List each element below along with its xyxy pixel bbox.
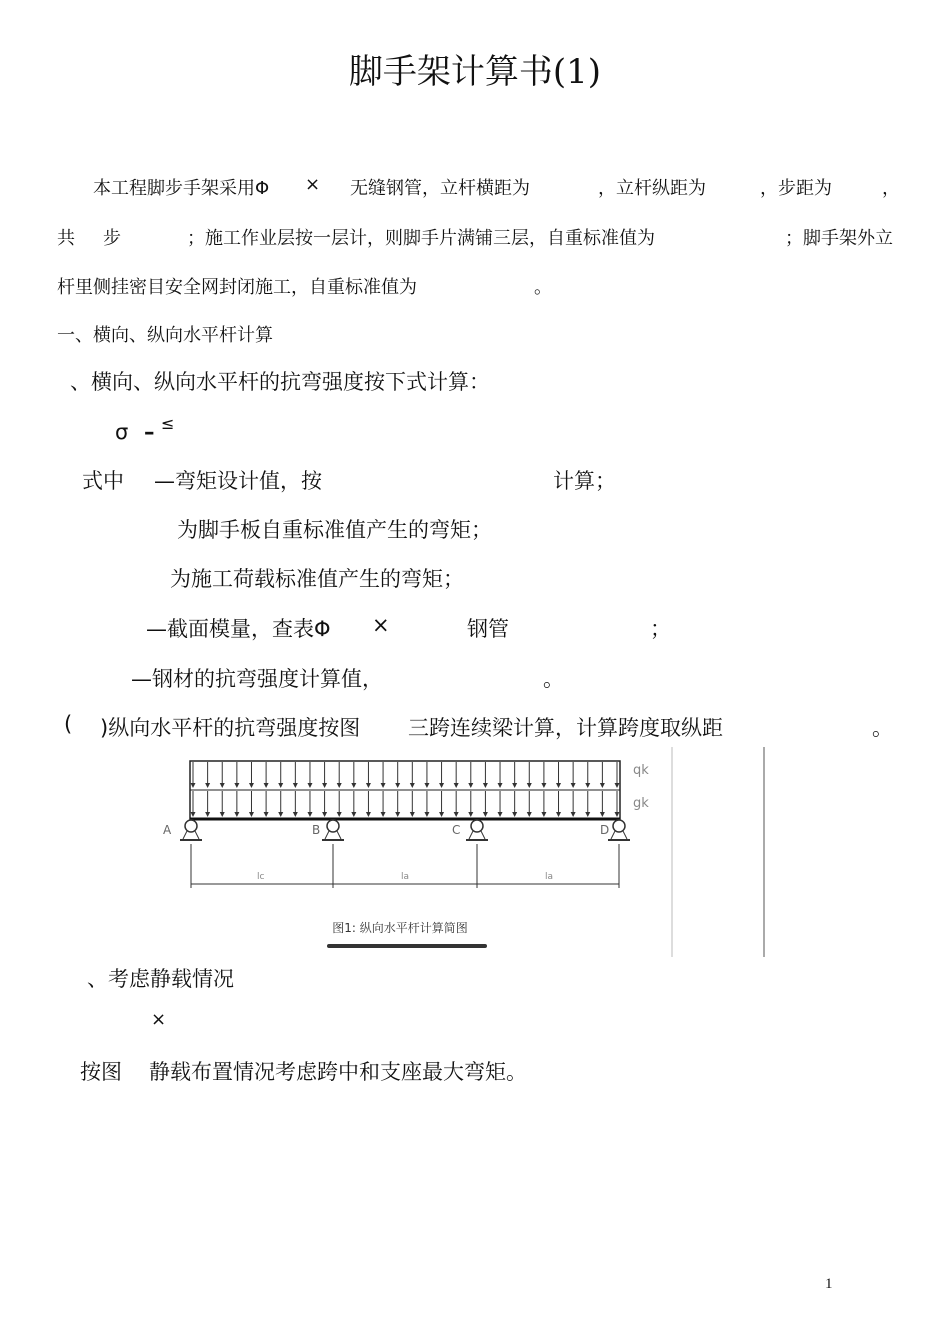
load-arrow-head	[293, 783, 298, 788]
figure-caption: 图1: 纵向水平杆计算简图	[332, 921, 468, 935]
load-arrow-head	[585, 812, 590, 817]
support-label: B	[312, 823, 321, 837]
support-b	[322, 820, 344, 840]
load-arrow-head	[205, 812, 210, 817]
load-arrow-head	[556, 783, 561, 788]
formula-sigma: σ	[115, 420, 129, 444]
load-arrow-head	[264, 812, 269, 817]
load-arrow-head	[512, 783, 517, 788]
load-arrow-head	[234, 783, 239, 788]
para-text: )纵向水平杆的抗弯强度按图	[100, 716, 361, 740]
para-text: 三跨连续梁计算，计算跨度取纵距	[408, 716, 723, 740]
where-text: —钢材的抗弯强度计算值，	[131, 667, 383, 691]
intro-text: ；脚手架外立	[785, 228, 893, 249]
load-arrow-head	[191, 812, 196, 817]
page-title: 脚手架计算书(1)	[348, 52, 602, 92]
load-arrow-head	[454, 812, 459, 817]
load-arrow-head	[249, 783, 254, 788]
intro-text: 共	[57, 228, 75, 249]
load-arrow-head	[220, 812, 225, 817]
where-text: ×	[372, 613, 390, 637]
load-arrow-head	[322, 783, 327, 788]
where-text: 计算；	[553, 469, 616, 493]
subsection-heading: 、考虑静载情况	[87, 967, 234, 991]
beam-diagram	[155, 747, 767, 959]
where-text: 为脚手板自重标准值产生的弯矩；	[177, 518, 492, 542]
formula-le: ≤	[161, 414, 175, 433]
para-text: 按图	[80, 1060, 122, 1084]
intro-text: 步	[103, 228, 121, 249]
caption-underline	[327, 944, 487, 948]
span-label: la	[545, 872, 554, 882]
support-label: A	[163, 823, 172, 837]
para-text: 静载布置情况考虑跨中和支座最大弯矩。	[149, 1060, 527, 1084]
intro-text: ×	[305, 174, 321, 195]
where-text: 为施工荷载标准值产生的弯矩；	[170, 567, 464, 591]
load-arrow-head	[307, 783, 312, 788]
load-arrow-head	[483, 783, 488, 788]
load-arrow-head	[600, 812, 605, 817]
para-text: 。	[872, 716, 893, 740]
support-c	[466, 820, 488, 840]
load-arrow-head	[234, 812, 239, 817]
load-arrow-head	[571, 783, 576, 788]
support-a	[180, 820, 202, 840]
load-arrow-head	[541, 812, 546, 817]
load-arrow-head	[541, 783, 546, 788]
where-text: —截面模量，查表Φ	[146, 617, 331, 641]
intro-text: 。	[534, 277, 552, 298]
load-arrow-head	[424, 783, 429, 788]
load-arrow-head	[585, 783, 590, 788]
section-heading: 一、横向、纵向水平杆计算	[57, 325, 273, 346]
load-arrow-head	[293, 812, 298, 817]
load-arrow-head	[498, 783, 503, 788]
page-number: 1	[825, 1276, 833, 1292]
load-arrow-head	[366, 783, 371, 788]
load-arrow-head	[351, 783, 356, 788]
load-arrow-head	[205, 783, 210, 788]
load-arrow-head	[249, 812, 254, 817]
where-text: 。	[543, 667, 564, 691]
load-arrow-head	[527, 812, 532, 817]
load-arrow-head	[439, 783, 444, 788]
load-arrow-head	[366, 812, 371, 817]
span-label: la	[401, 872, 410, 882]
load-arrow-head	[468, 783, 473, 788]
intro-text: 杆里侧挂密目安全网封闭施工，自重标准值为	[57, 277, 417, 298]
where-text: 钢管	[467, 617, 509, 641]
load-arrow-head	[337, 812, 342, 817]
load-arrow-head	[191, 783, 196, 788]
load-arrow-head	[322, 812, 327, 817]
load-arrow-head	[483, 812, 488, 817]
subsection-heading: 、横向、纵向水平杆的抗弯强度按下式计算：	[70, 370, 490, 394]
intro-text: ；施工作业层按一层计，则脚手片满铺三层，自重标准值为	[187, 228, 655, 249]
load-arrow-head	[615, 812, 620, 817]
intro-text: 无缝钢管，立杆横距为	[350, 178, 530, 199]
load-arrow-head	[381, 812, 386, 817]
load-arrow-head	[615, 783, 620, 788]
load-arrow-head	[410, 812, 415, 817]
where-text: ；	[650, 617, 671, 641]
load-arrow-head	[307, 812, 312, 817]
load-arrow-head	[571, 812, 576, 817]
load-label: gk	[633, 796, 649, 811]
load-arrow-head	[395, 812, 400, 817]
intro-text: ，步距为	[760, 178, 832, 199]
load-arrow-head	[264, 783, 269, 788]
load-arrow-head	[468, 812, 473, 817]
load-arrow-head	[220, 783, 225, 788]
load-arrow-head	[498, 812, 503, 817]
intro-text: 本工程脚步手架采用Φ	[93, 178, 270, 199]
intro-text: ，	[882, 178, 900, 199]
support-label: D	[600, 823, 610, 837]
load-arrow-head	[337, 783, 342, 788]
load-arrow-head	[278, 783, 283, 788]
where-text: —弯矩设计值，按	[154, 469, 322, 493]
intro-text: ，立杆纵距为	[598, 178, 706, 199]
para-text: (	[64, 712, 73, 736]
load-arrow-head	[512, 812, 517, 817]
times-symbol: ×	[151, 1009, 167, 1030]
load-arrow-head	[527, 783, 532, 788]
load-arrow-head	[424, 812, 429, 817]
span-label: lc	[257, 872, 265, 882]
support-label: C	[452, 823, 461, 837]
load-label: qk	[633, 763, 649, 778]
load-arrow-head	[278, 812, 283, 817]
support-d	[608, 820, 630, 840]
load-arrow-head	[410, 783, 415, 788]
load-arrow-head	[351, 812, 356, 817]
load-arrow-head	[600, 783, 605, 788]
load-arrow-head	[454, 783, 459, 788]
load-arrow-head	[439, 812, 444, 817]
load-arrow-head	[381, 783, 386, 788]
where-label: 式中	[82, 469, 124, 493]
load-arrow-head	[556, 812, 561, 817]
load-arrow-head	[395, 783, 400, 788]
formula-dash: –	[144, 420, 155, 444]
